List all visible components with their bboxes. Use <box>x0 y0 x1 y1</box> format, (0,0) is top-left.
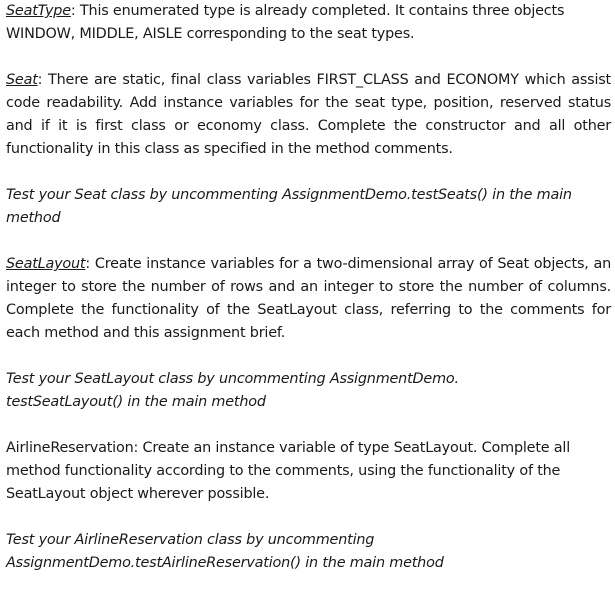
seat-description: : There are static, final class variables FIRST_CLASS and ECONOMY which assist code readability. Add instance variables for the seat type, position, reserved status and if it is first class or economy class. Complete the constructor and all other functionality in this class as specified in the method comments. <box>6 72 611 157</box>
paragraph-spacer <box>6 506 611 529</box>
test-seatlayout-line-1: Test your SeatLayout class by uncommenting AssignmentDemo. <box>6 371 459 387</box>
seatlayout-paragraph <box>6 253 611 345</box>
paragraph-spacer <box>6 161 611 184</box>
seattype-term: SeatType <box>6 3 71 19</box>
paragraph-spacer <box>6 230 611 253</box>
test-seatlayout-instruction <box>6 368 611 414</box>
seatlayout-term: SeatLayout <box>6 256 86 272</box>
paragraph-spacer <box>6 414 611 437</box>
seat-paragraph <box>6 69 611 161</box>
test-seatlayout-line-2: testSeatLayout() in the main method <box>6 394 266 410</box>
paragraph-spacer <box>6 46 611 69</box>
airlinereservation-paragraph: AirlineReservation: Create an instance variable of type SeatLayout. Complete all method functionality according to the comments, using the functionality of the SeatLayout object wherever possible. <box>6 440 571 502</box>
assignment-brief <box>6 0 611 575</box>
paragraph-spacer <box>6 345 611 368</box>
test-airlinereservation-line-2: AssignmentDemo.testAirlineReservation() in the main method <box>6 555 444 571</box>
test-airlinereservation-instruction <box>6 529 611 575</box>
test-airlinereservation-line-1: Test your AirlineReservation class by uncommenting <box>6 532 375 548</box>
seattype-description: : This enumerated type is already completed. It contains three objects WINDOW, MIDDLE, AISLE corresponding to the seat types. <box>6 3 565 42</box>
seattype-paragraph <box>6 0 611 46</box>
seat-term: Seat <box>6 72 38 88</box>
seatlayout-description: : Create instance variables for a two-dimensional array of Seat objects, an integer to store the number of rows and an integer to store the number of columns. Complete the functionality of the SeatLayout class, referring to the comments for each method and this assignment brief. <box>6 256 611 341</box>
test-seat-instruction: Test your Seat class by uncommenting AssignmentDemo.testSeats() in the main method <box>6 187 572 226</box>
